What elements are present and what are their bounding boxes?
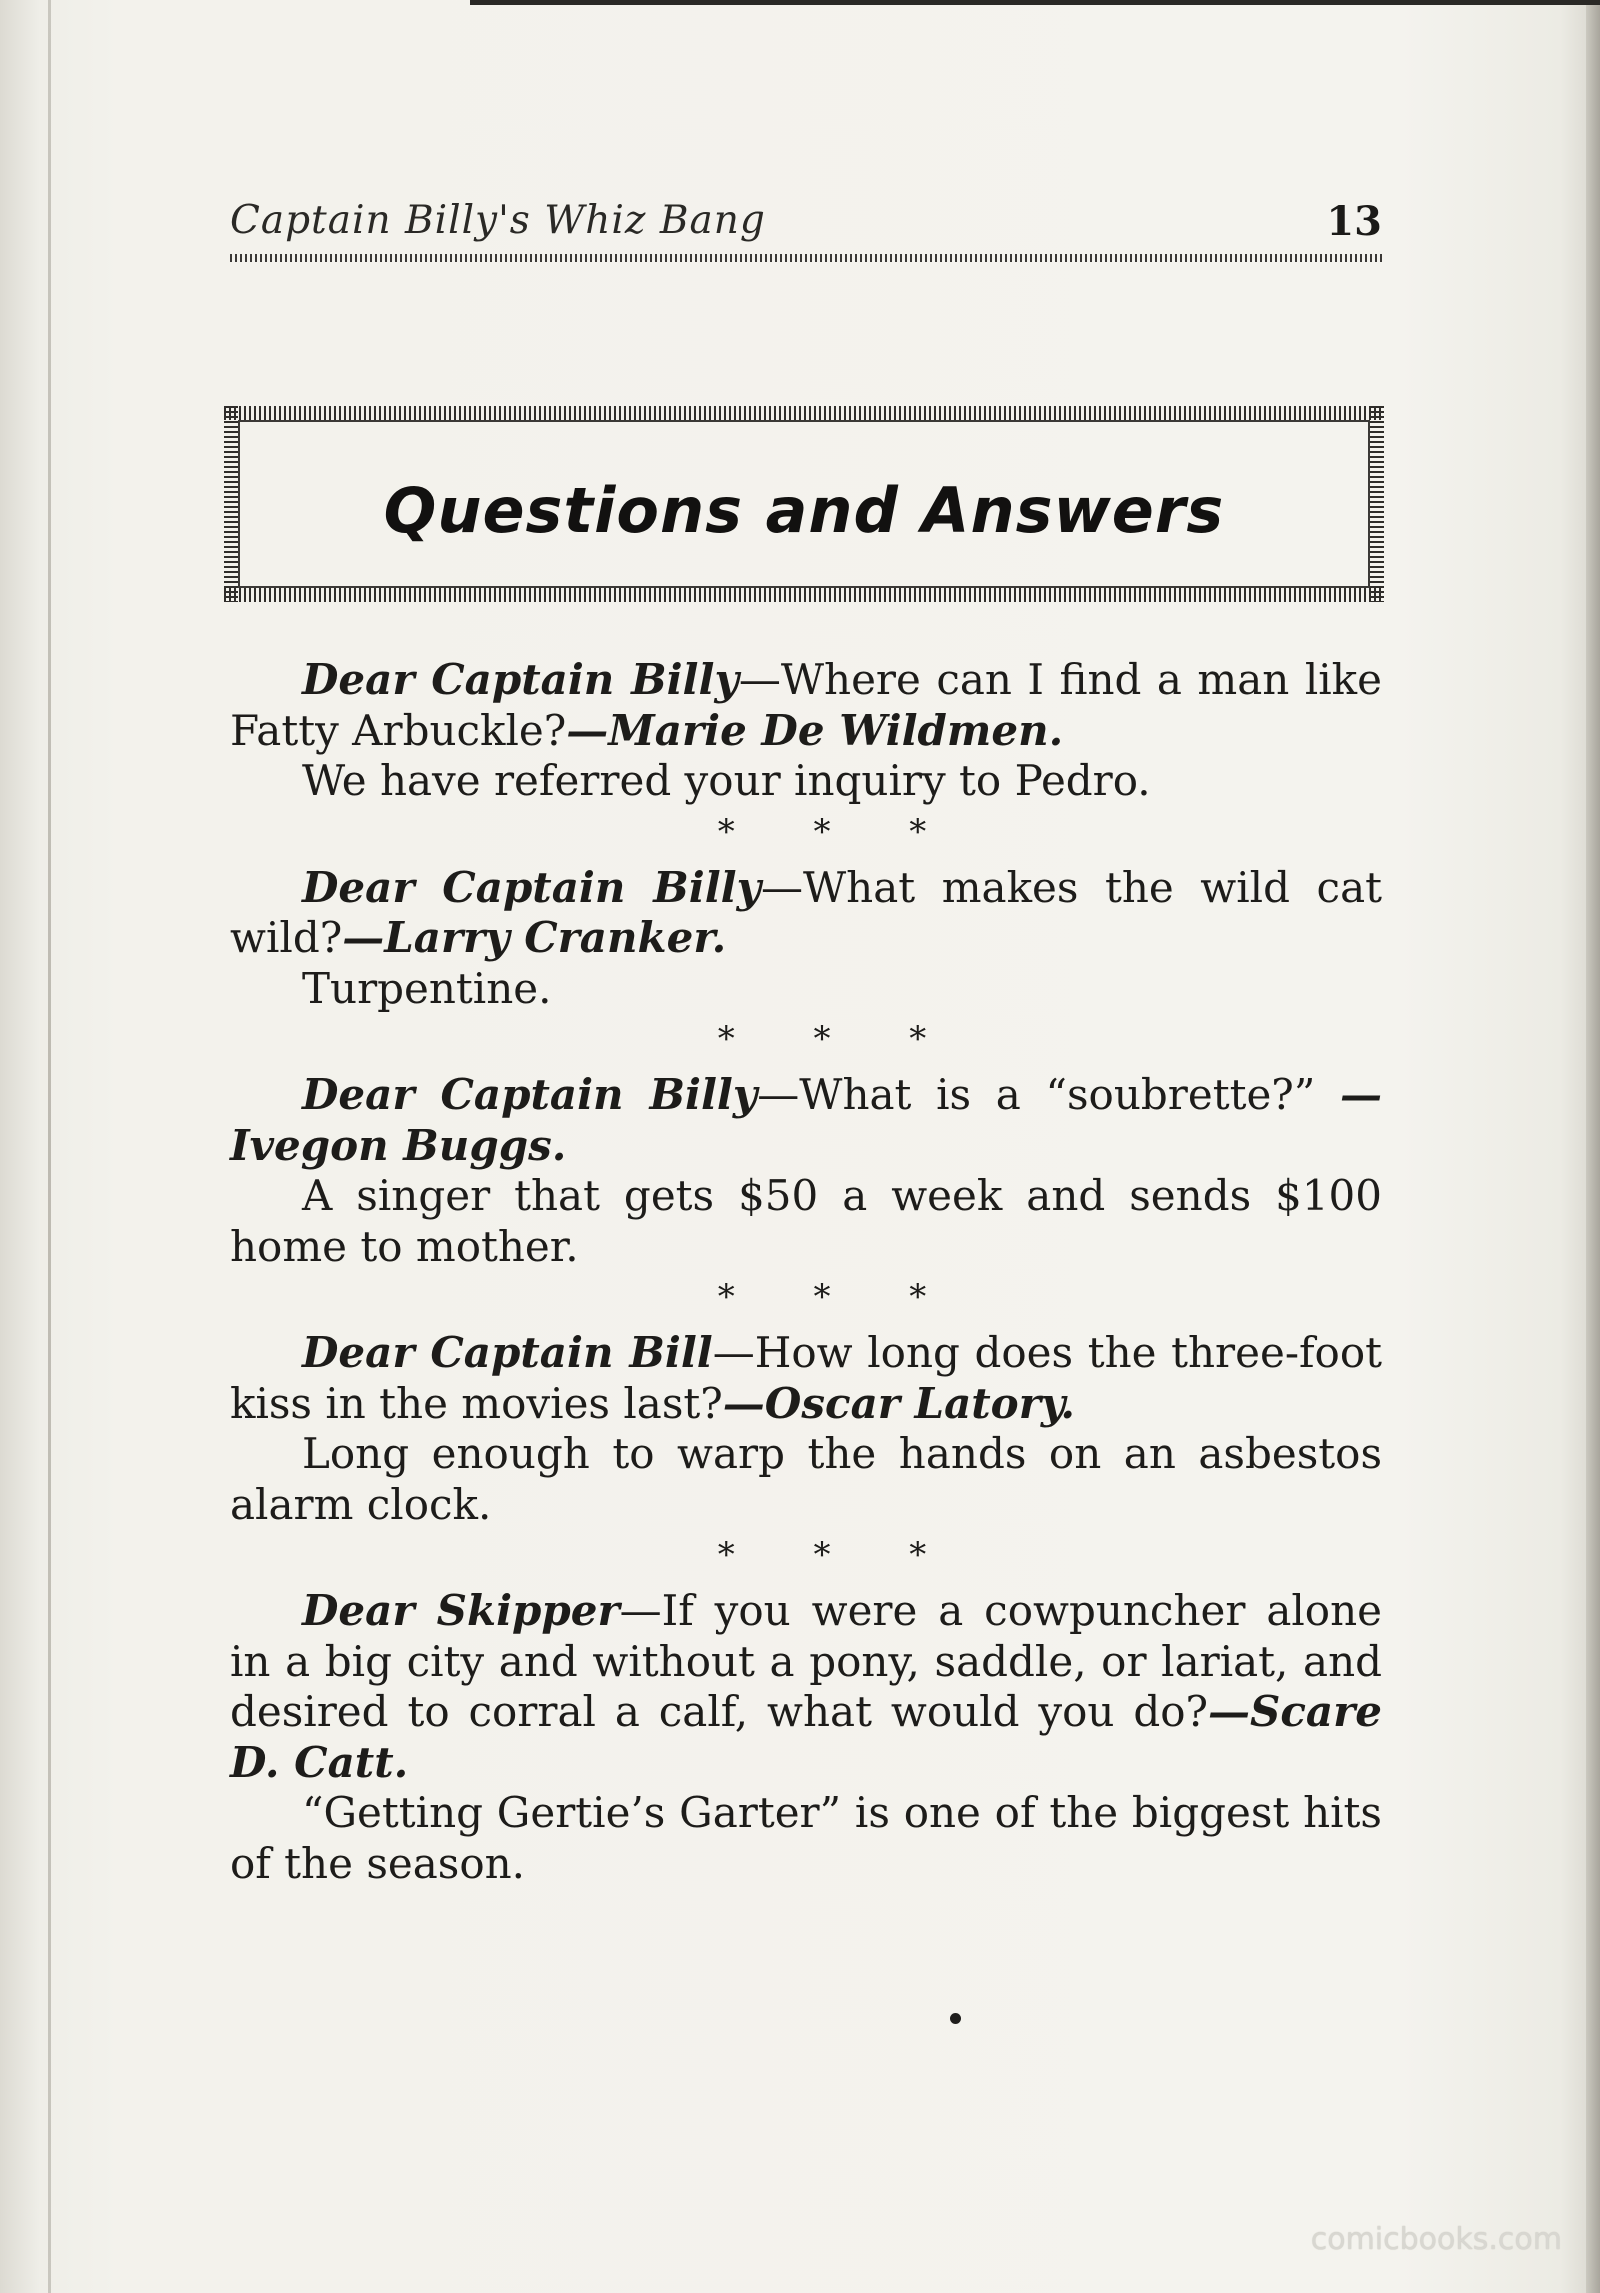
signature: —Marie De Wildmen. [566, 705, 1064, 755]
header-rule [230, 254, 1382, 262]
salutation: Dear Captain Bill [302, 1328, 713, 1377]
separator-asterisks: * * * [717, 1277, 961, 1317]
qa-item [230, 1070, 1382, 1322]
question [230, 1328, 1382, 1429]
question-text: —Where can I find a man like Fatty Arbuckle? [230, 655, 1382, 755]
answer: “Getting Gertie’s Garter” is one of the biggest hits of the season. [230, 1788, 1382, 1888]
title-box-top-border [224, 406, 1384, 420]
question [230, 1070, 1382, 1171]
section-title-box [224, 406, 1384, 602]
questions-list [230, 655, 1382, 1889]
question-text: —How long does the three-foot kiss in the movies last? [230, 1328, 1382, 1428]
section-title: Questions and Answers [383, 474, 1225, 547]
question-text: —What is a “soubrette?” [757, 1070, 1340, 1119]
watermark: comicbooks.com [1310, 2222, 1562, 2257]
qa-item [230, 863, 1382, 1065]
page-spine [48, 0, 51, 2293]
separator-asterisks: * * * [717, 1019, 961, 1059]
qa-item [230, 1328, 1382, 1580]
qa-item [230, 655, 1382, 857]
running-header [230, 198, 1382, 262]
question [230, 863, 1382, 964]
salutation: Dear Captain Billy [302, 862, 762, 912]
signature: —Oscar Latory. [722, 1378, 1076, 1428]
qa-item [230, 1586, 1382, 1889]
separator-asterisks: * * * [717, 1535, 961, 1575]
signature: —Ivegon Buggs. [230, 1070, 1382, 1170]
answer: Long enough to warp the hands on an asbestos alarm clock. [230, 1429, 1382, 1529]
salutation: Dear Captain Billy [302, 1070, 758, 1119]
signature: —Scare D. Catt. [230, 1687, 1382, 1787]
signature: —Larry Cranker. [342, 913, 727, 962]
separator-asterisks: * * * [717, 811, 961, 852]
salutation: Dear Skipper [302, 1586, 620, 1635]
title-box-bottom-border [224, 588, 1384, 602]
question [230, 655, 1382, 756]
top-edge-strip [470, 0, 1600, 5]
ink-dot [950, 2013, 961, 2024]
question [230, 1586, 1382, 1788]
answer: Turpentine. [302, 963, 552, 1013]
answer: A singer that gets $50 a week and sends $100 home to mother. [230, 1171, 1382, 1271]
question-text: —If you were a cowpuncher alone in a big city and without a pony, saddle, or lariat, and desired to corral a calf, what would you do? [230, 1586, 1382, 1736]
page-edge [1586, 0, 1600, 2293]
answer: We have referred your inquiry to Pedro. [302, 756, 1151, 805]
salutation: Dear Captain Billy [302, 655, 739, 704]
running-title: Captain Billy's Whiz Bang [230, 198, 766, 243]
question-text: —What makes the wild cat wild? [230, 862, 1382, 962]
page-number: 13 [1326, 198, 1382, 245]
